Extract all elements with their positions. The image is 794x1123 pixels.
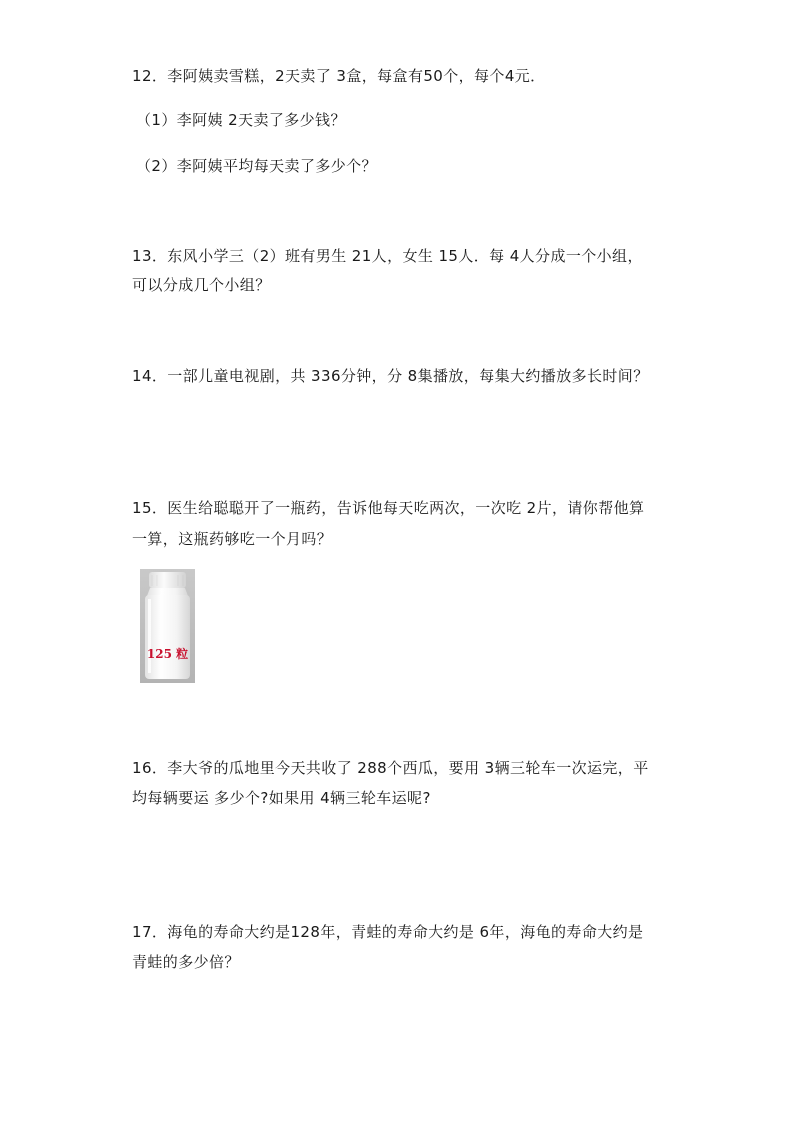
question-17-text-cont: 青蛙的多少倍？ [132, 953, 240, 971]
question-17-text: 17．海龟的寿命大约是128年，青蛙的寿命大约是 6年，海龟的寿命大约是 [132, 923, 644, 941]
medicine-bottle-icon [140, 569, 195, 683]
bottle-label: 125 粒 [146, 647, 189, 661]
question-15-text-cont: 一算，这瓶药够吃一个月吗？ [132, 530, 333, 548]
question-15-text: 15．医生给聪聪开了一瓶药，告诉他每天吃两次，一次吃 2片，请你帮他算 [132, 499, 645, 517]
question-16-text: 16．李大爷的瓜地里今天共收了 288个西瓜，要用 3辆三轮车一次运完，平 [132, 759, 649, 777]
question-14-text: 14．一部儿童电视剧，共 336分钟，分 8集播放，每集大约播放多长时间？ [132, 367, 649, 385]
question-12-sub-1: （1）李阿姨 2天卖了多少钱？ [136, 111, 346, 129]
question-12-sub-2: （2）李阿姨平均每天卖了多少个？ [136, 157, 377, 175]
medicine-bottle-image [140, 569, 195, 683]
question-12-text: 12．李阿姨卖雪糕，2天卖了 3盒，每盒有50个，每个4元． [132, 67, 546, 85]
question-16-text-cont: 均每辆要运 多少个?如果用 4辆三轮车运呢? [132, 789, 431, 807]
question-13-text-cont: 可以分成几个小组？ [132, 276, 271, 294]
question-13-text: 13．东风小学三（2）班有男生 21人，女生 15人．每 4人分成一个小组， [132, 247, 643, 265]
